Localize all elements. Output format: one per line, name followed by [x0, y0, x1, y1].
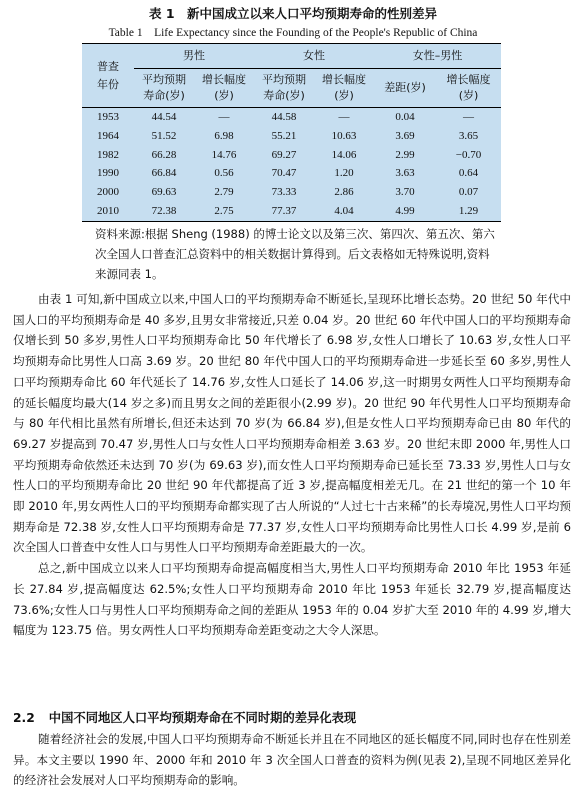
cell-gap: 0.04: [395, 111, 415, 124]
cell-female-avg: 70.47: [271, 167, 297, 180]
header-female: 女性: [254, 44, 374, 69]
table-caption-en: Table 1 Life Expectancy since the Founding of the People's Republic of China: [108, 27, 478, 39]
cell-male-growth: 14.76: [211, 148, 237, 161]
cell-female-growth: 4.04: [334, 204, 354, 217]
cell-gap: 3.63: [395, 167, 415, 180]
table-row: [82, 108, 501, 127]
cell-female-growth: 2.86: [334, 186, 354, 199]
cell-male-avg: 72.38: [151, 204, 177, 217]
cell-female-avg: 77.37: [271, 204, 297, 217]
table-row: [82, 201, 501, 220]
cell-male-avg: 44.54: [151, 111, 177, 124]
body-text-section-2-2: [13, 729, 571, 791]
cell-year: 1982: [97, 148, 119, 161]
cell-male-avg: 66.84: [151, 167, 177, 180]
cell-female-avg: 73.33: [271, 186, 297, 199]
cell-gap-growth: —: [463, 111, 474, 124]
header-gap: 差距(岁): [374, 69, 436, 108]
cell-male-avg: 66.28: [151, 148, 177, 161]
header-male: 男性: [134, 44, 254, 69]
header-gap-growth: 增长幅度(岁): [436, 69, 501, 108]
cell-male-avg: 69.63: [151, 186, 177, 199]
cell-gap: 2.99: [395, 148, 415, 161]
table-row: [82, 164, 501, 183]
body-text: [13, 289, 571, 641]
cell-year: 2000: [97, 186, 119, 199]
paragraph-3: 随着经济社会的发展,中国人口平均预期寿命不断延长并且在不同地区的延长幅度不同,同时也存在性别差异。本文主要以 1990 年、2000 年和 2010 年 3 次全国人口普查的资料为例(见表 2),呈现不同地区差异化的经济社会发展对人口平均预期寿命的影响。: [13, 732, 571, 788]
header-census-year: 普查年份: [82, 44, 134, 108]
cell-gap: 3.69: [395, 130, 415, 143]
header-male-avg: 平均预期寿命(岁): [134, 69, 194, 108]
cell-male-growth: 6.98: [214, 130, 234, 143]
cell-male-avg: 51.52: [151, 130, 177, 143]
table-row: [82, 127, 501, 146]
header-male-growth: 增长幅度(岁): [194, 69, 254, 108]
table-source-note: 资料来源:根据 Sheng (1988) 的博士论文以及第三次、第四次、第五次、第六次全国人口普查汇总资料中的相关数据计算得到。后文表格如无特殊说明,资料来源同表 1。: [95, 227, 495, 281]
cell-male-growth: —: [218, 111, 230, 124]
cell-female-growth: 14.06: [331, 148, 357, 161]
table-row: [82, 183, 501, 202]
cell-female-growth: 1.20: [334, 167, 354, 180]
cell-year: 1990: [97, 167, 119, 180]
life-expectancy-table: [82, 44, 501, 221]
header-female-avg: 平均预期寿命(岁): [254, 69, 314, 108]
cell-gap: 4.99: [395, 204, 415, 217]
table-row: [82, 145, 501, 164]
table-bottom-rule: [82, 221, 501, 222]
cell-male-growth: 0.56: [214, 167, 234, 180]
section-title: 中国不同地区人口平均预期寿命在不同时期的差异化表现: [48, 711, 357, 725]
header-female-minus-male: 女性–男性: [374, 44, 501, 69]
cell-female-avg: 44.58: [271, 111, 297, 124]
section-heading: [13, 708, 370, 726]
cell-male-growth: 2.75: [214, 204, 234, 217]
paragraph-1: 由表 1 可知,新中国成立以来,中国人口的平均预期寿命不断延长,呈现环比增长态势。20 世纪 50 年代中国人口的平均预期寿命是 40 多岁,且男女非常接近,只差 0.04 岁。20 世纪 60 年代中国人口的平均预期寿命仅增长到 50 多岁,男性人口平均预期寿命比 50 年代增长了 6.98 岁,女性人口增长了 10.63 岁,女性人口平均预期寿命比男性人口高 3.69 岁。20 世纪 80 年代中国人口的平均预期寿命进一步延长至 60 多岁,男性人口平均预期寿命比 60 年代延长了 14.76 岁,女性人口延长了 14.06 岁,这一时期男女两性人口平均预期寿命的延长幅度均最大(14 岁之多)而且男女之间的差距很小(2.99 岁)。20 世纪 90 年代男性人口平均预期寿命与 80 年代相比虽然有所增长,但还未达到 70 岁(为 66.84 岁),但是女性人口平均预期寿命已由 80 年代的 69.27 岁提高到 70.47 岁,男性人口与女性人口平均预期寿命相差 3.63 岁。20 世纪末即 2000 年,男性人口平均预期寿命依然还未达到 70 岁(为 69.63 岁),而女性人口平均预期寿命已延长至 73.33 岁,男性人口与女性人口的平均预期寿命比 20 世纪 90 年代都提高了近 3 岁,提高幅度相差无几。在 21 世纪的第一个 10 年即 2010 年,男女两性人口的平均预期寿命都实现了古人所说的“人过七十古来稀”的长寿境况,男性人口平均预期寿命是 72.38 岁,女性人口平均预期寿命是 77.37 岁,女性人口平均预期寿命比男性人口长 4.99 岁,是前 6 次全国人口普查中女性人口与男性人口平均预期寿命差距最大的一次。: [13, 292, 571, 555]
section-number: 2.2: [13, 711, 35, 725]
table-caption-zh: 表 1 新中国成立以来人口平均预期寿命的性别差异: [148, 6, 438, 21]
cell-gap-growth: 0.07: [458, 186, 479, 199]
cell-gap-growth: 0.64: [458, 167, 479, 180]
cell-gap-growth: −0.70: [455, 148, 482, 161]
cell-male-growth: 2.79: [214, 186, 234, 199]
paragraph-2: 总之,新中国成立以来人口平均预期寿命提高幅度相当大,男性人口平均预期寿命 2010 年比 1953 年延长 27.84 岁,提高幅度达 62.5%;女性人口平均预期寿命 2010 年比 1953 年延长 32.79 岁,提高幅度达 73.6%;女性人口与男性人口平均预期寿命之间的差距从 1953 年的 0.04 岁扩大至 2010 年的 4.99 岁,增大幅度为 123.75 倍。男女两性人口平均预期寿命差距变动之大令人深思。: [13, 561, 571, 638]
cell-year: 1964: [97, 130, 119, 143]
cell-gap-growth: 3.65: [458, 130, 479, 143]
cell-year: 2010: [97, 204, 119, 217]
cell-female-growth: 10.63: [331, 130, 357, 143]
cell-gap: 3.70: [395, 186, 415, 199]
cell-gap-growth: 1.29: [458, 204, 479, 217]
cell-female-avg: 55.21: [271, 130, 297, 143]
cell-female-growth: —: [338, 111, 350, 124]
cell-female-avg: 69.27: [271, 148, 297, 161]
header-female-growth: 增长幅度(岁): [314, 69, 374, 108]
cell-year: 1953: [97, 111, 119, 124]
